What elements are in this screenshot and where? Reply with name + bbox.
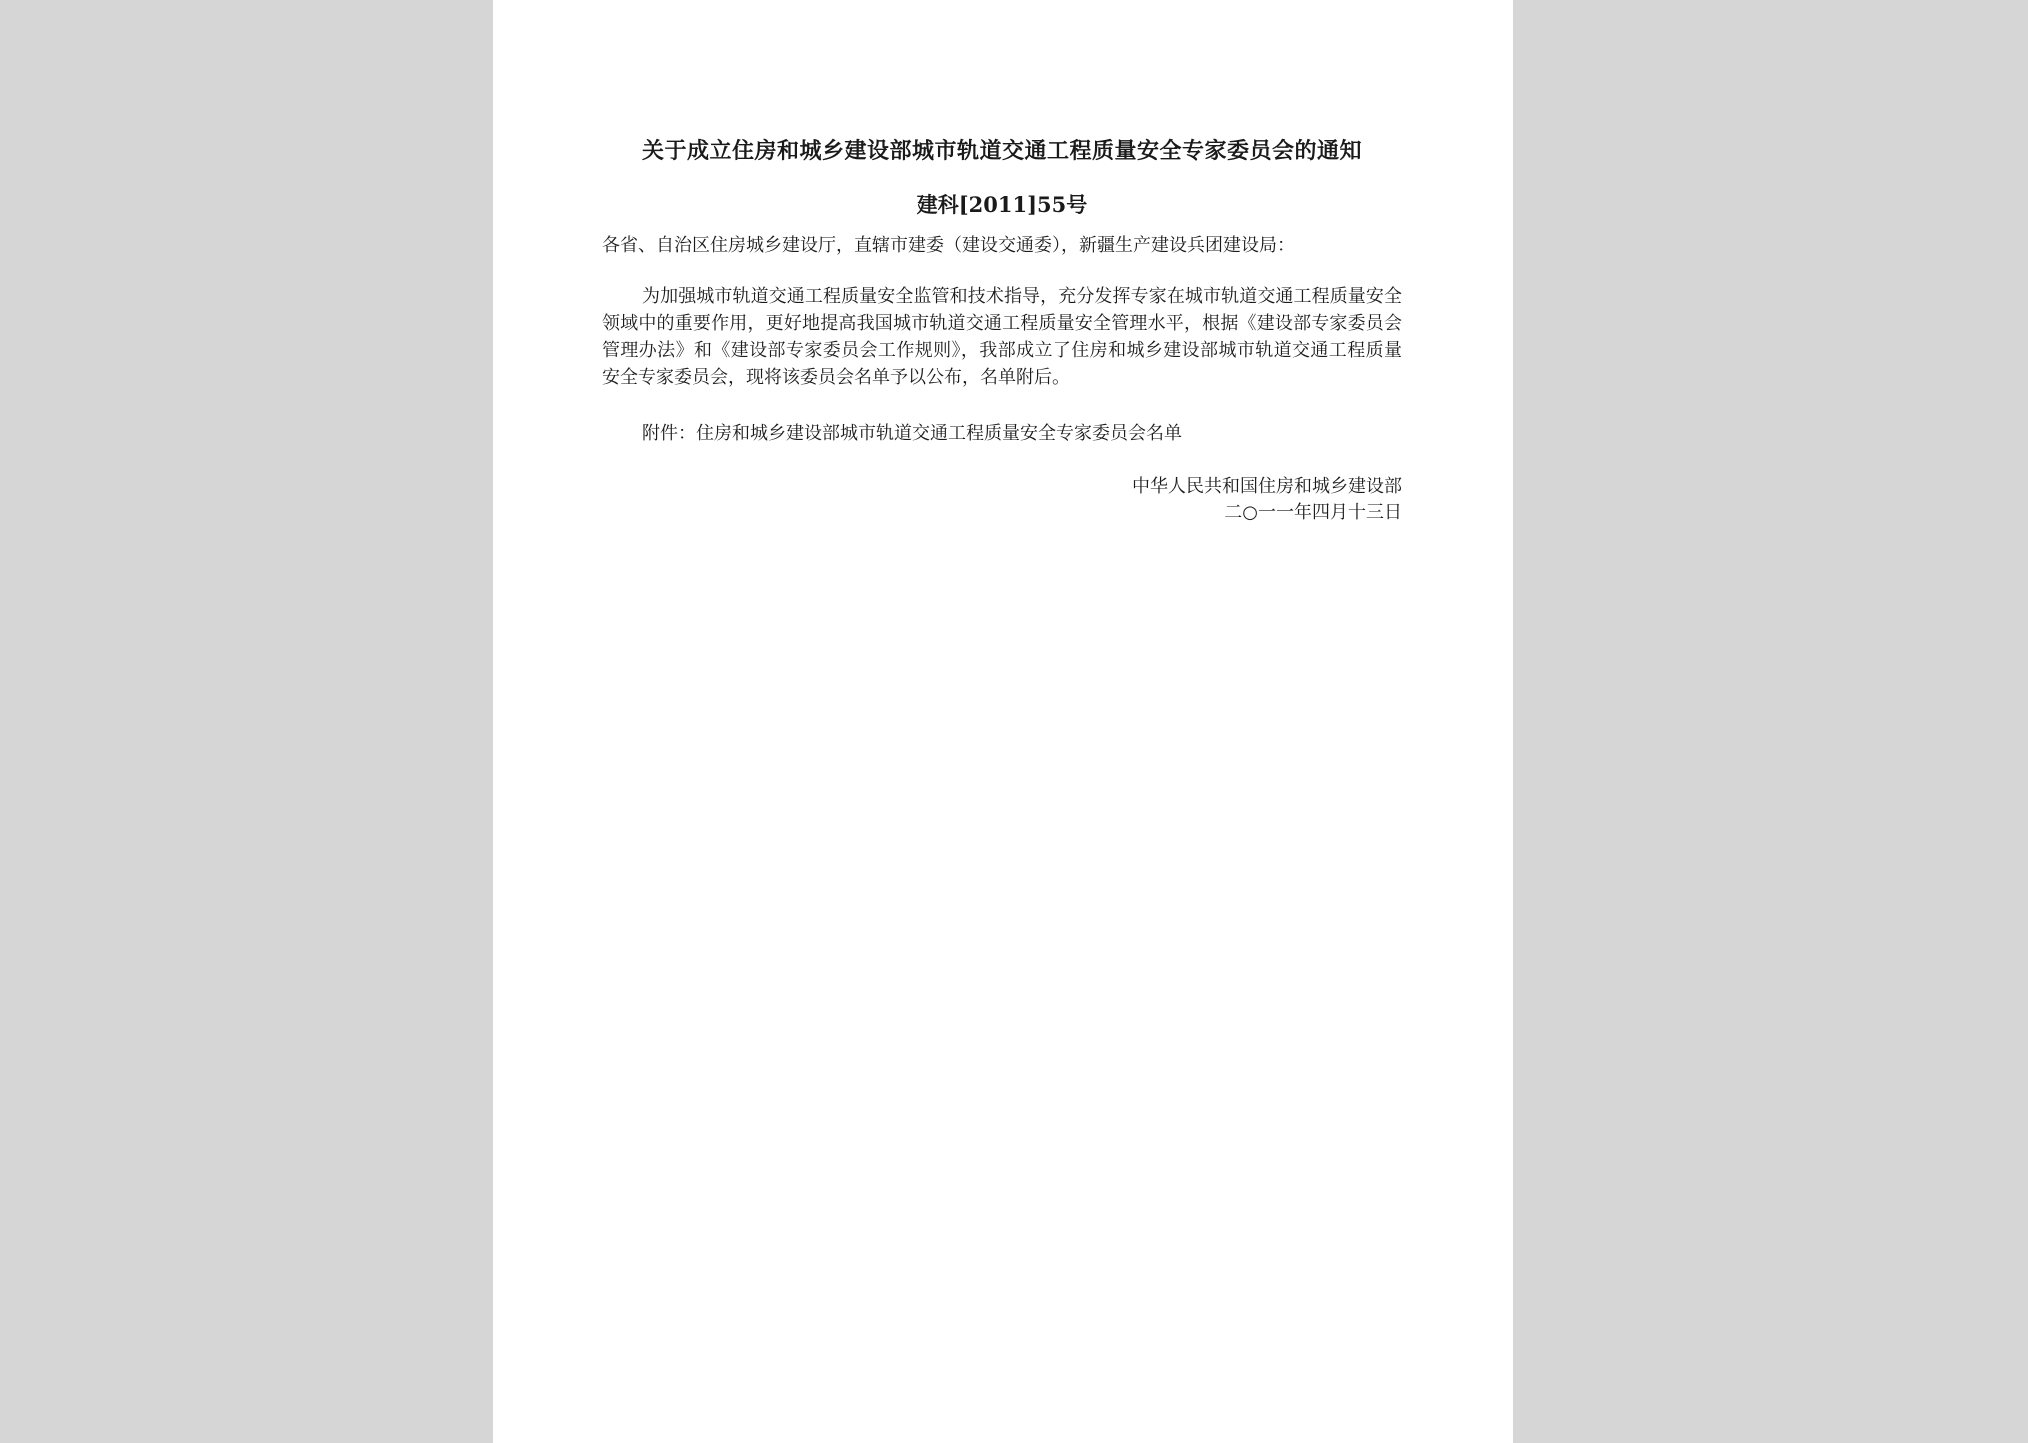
issue-date: 二○一一年四月十三日: [1224, 502, 1402, 523]
document-title: 关于成立住房和城乡建设部城市轨道交通工程质量安全专家委员会的通知: [641, 138, 1362, 164]
attachment-line: 附件：住房和城乡建设部城市轨道交通工程质量安全专家委员会名单: [642, 423, 1182, 444]
issuer-signature: 中华人民共和国住房和城乡建设部: [1132, 476, 1402, 497]
salutation: 各省、自治区住房城乡建设厅，直辖市建委（建设交通委），新疆生产建设兵团建设局：: [602, 235, 1295, 256]
document-number: 建科[2011]55号: [916, 192, 1088, 217]
body-paragraph: 为加强城市轨道交通工程质量安全监管和技术指导，充分发挥专家在城市轨道交通工程质量安全领域中的重要作用，更好地提高我国城市轨道交通工程质量安全管理水平，根据《建设部专家委员会管理办法》和《建设部专家委员会工作规则》，我部成立了住房和城乡建设部城市轨道交通工程质量安全专家委员会，现将该委员会名单予以公布，名单附后。: [602, 286, 1402, 388]
document-page: [493, 0, 1513, 1443]
